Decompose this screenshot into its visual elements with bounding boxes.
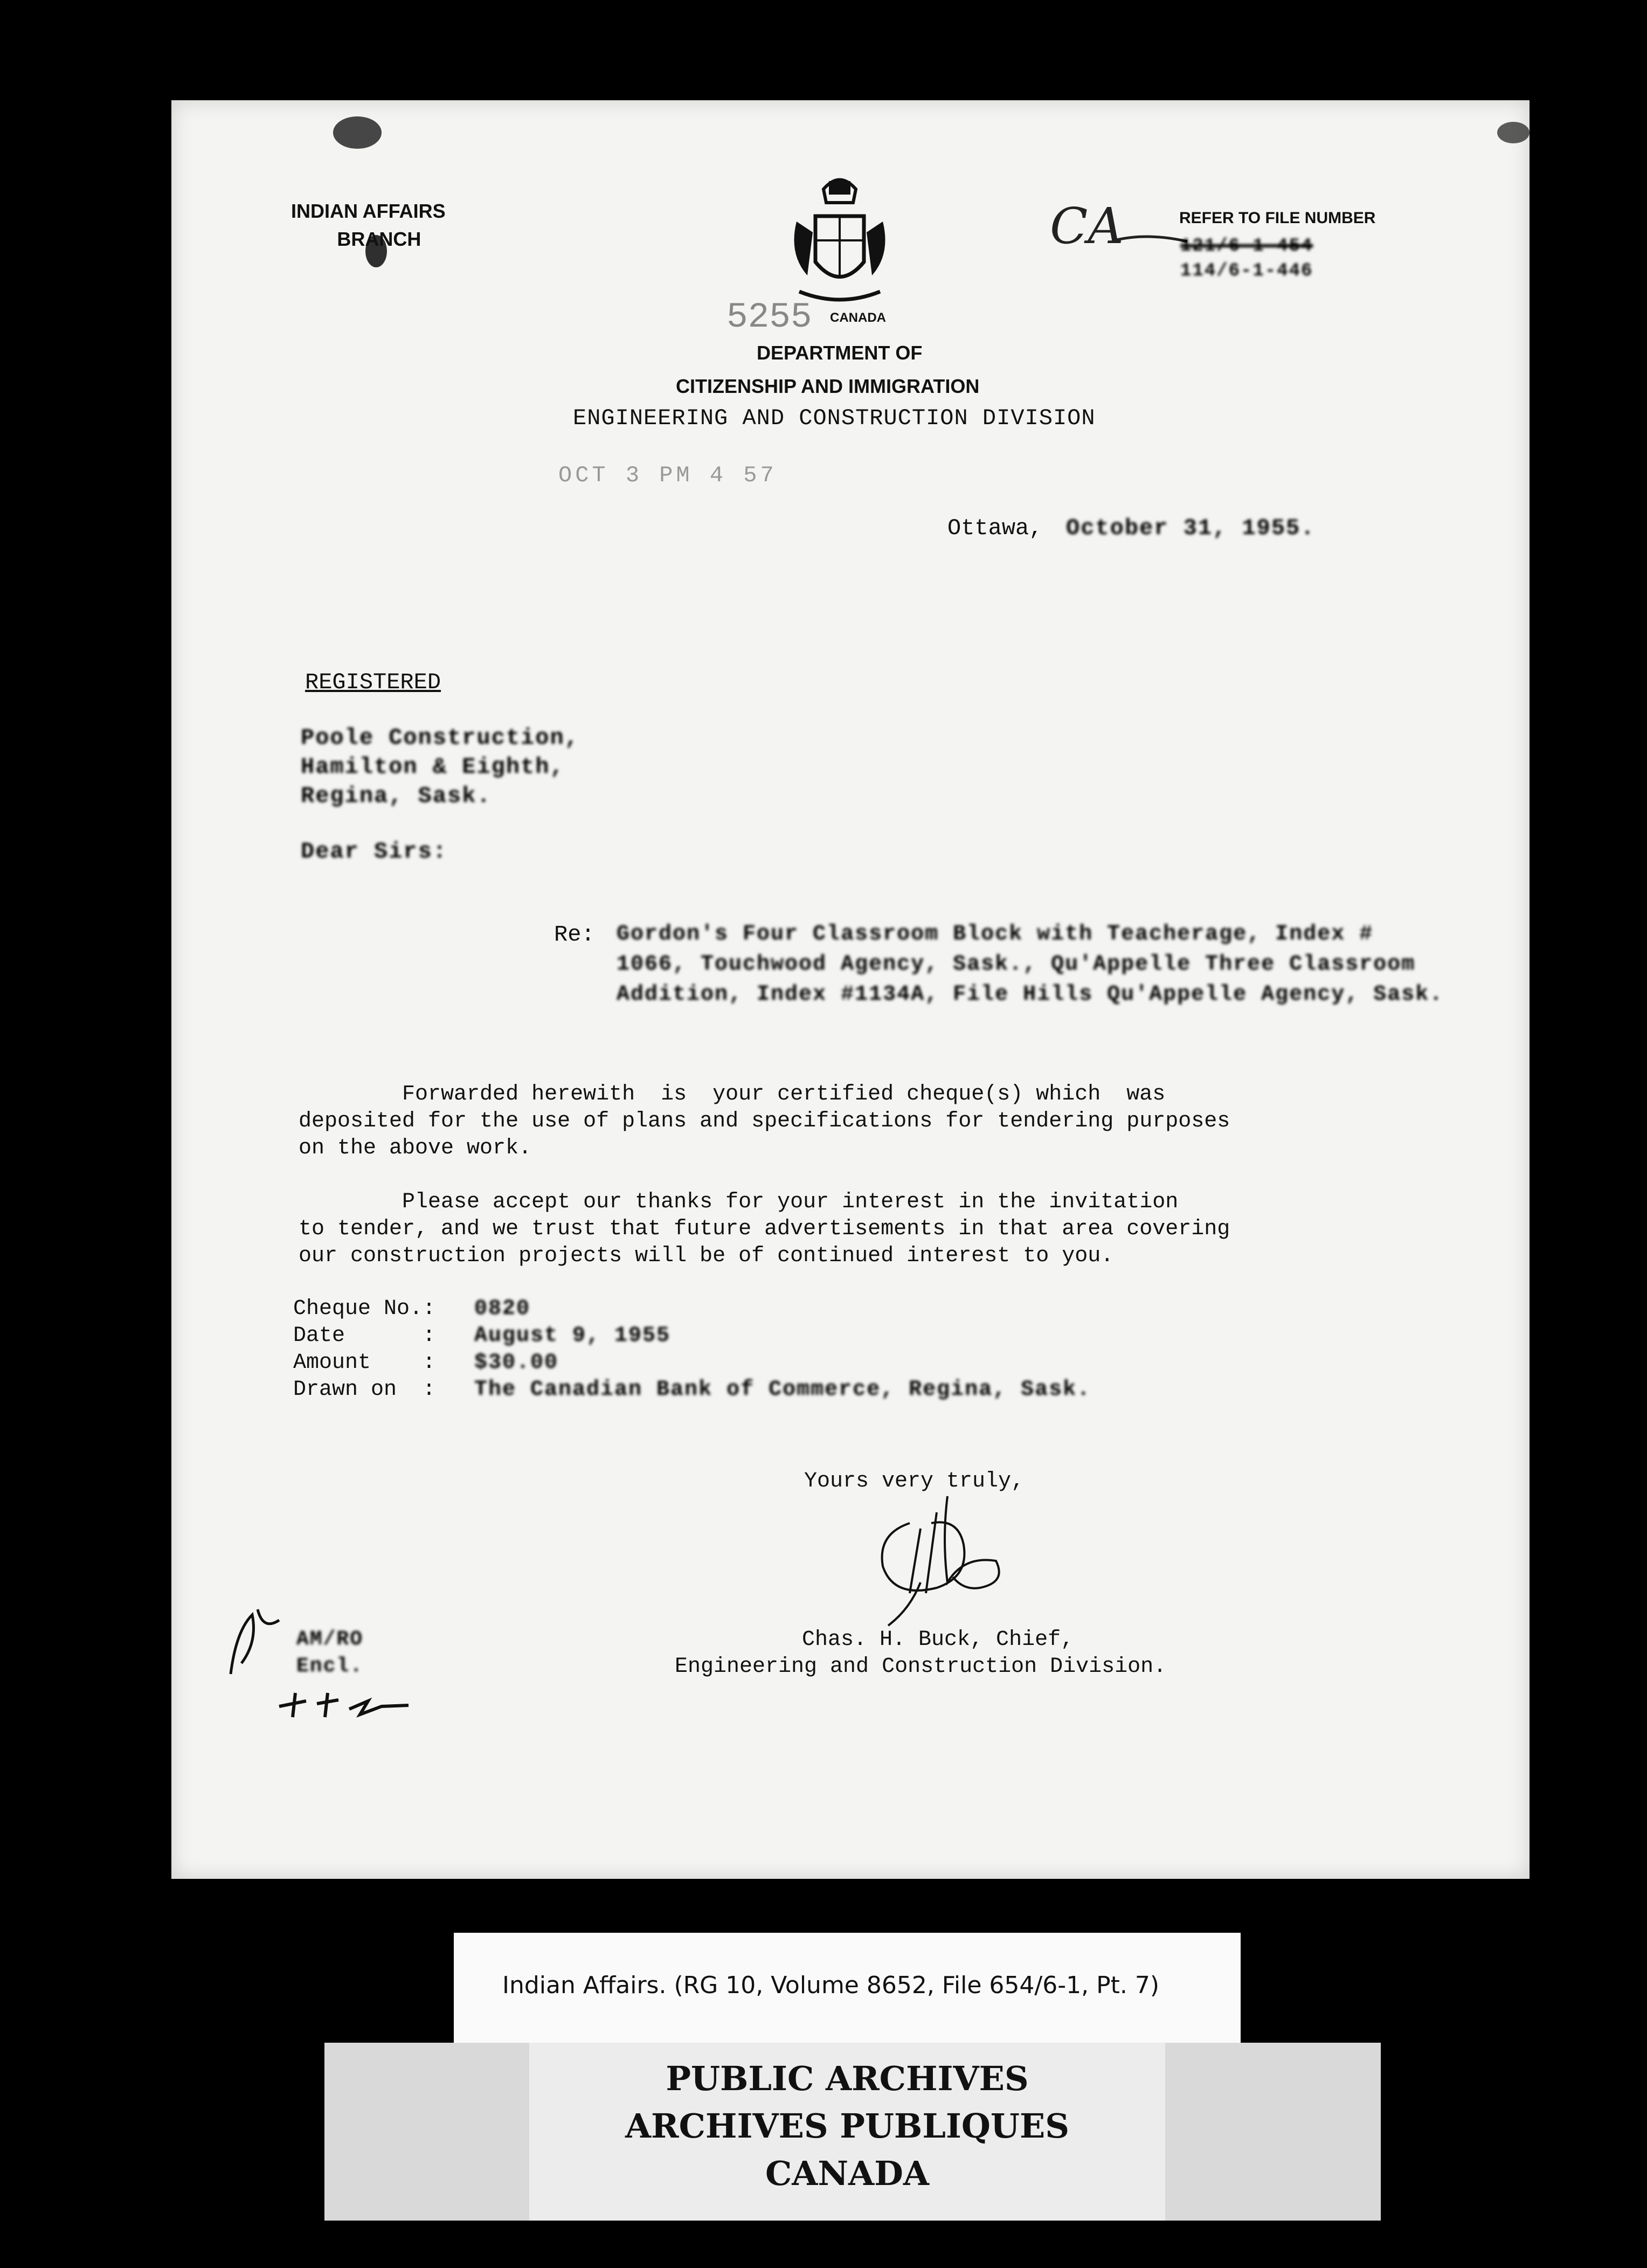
re-line: Addition, Index #1134A, File Hills Qu'Appelle Agency, Sask. xyxy=(617,983,1444,1007)
torn-corner-stain xyxy=(333,116,382,149)
signer-division: Engineering and Construction Division. xyxy=(675,1655,1167,1679)
archive-stamp-strip xyxy=(324,2043,1381,2221)
re-line: Gordon's Four Classroom Block with Teacherage, Index # xyxy=(617,922,1374,946)
archive-line1: PUBLIC ARCHIVES xyxy=(666,2059,1029,2098)
archive-reference-label xyxy=(454,1933,1241,2046)
branch-line1: INDIAN AFFAIRS xyxy=(291,200,446,222)
paragraph-thanks xyxy=(299,1189,1230,1270)
typist-initials: AM/RO xyxy=(296,1628,364,1651)
annotation-arrow xyxy=(1115,230,1190,251)
archive-line2: ARCHIVES PUBLIQUES xyxy=(625,2106,1070,2146)
branch-line2: BRANCH xyxy=(337,228,421,250)
body-line: on the above work. xyxy=(299,1136,532,1160)
recipient-address xyxy=(301,723,579,811)
body-line: to tender, and we trust that future advertisements in that area covering xyxy=(299,1217,1230,1241)
cheque-value: August 9, 1955 xyxy=(474,1324,671,1348)
handwritten-signature xyxy=(872,1491,1034,1631)
department-line2: CITIZENSHIP AND IMMIGRATION xyxy=(676,375,980,397)
body-line: our construction projects will be of continued interest to you. xyxy=(299,1244,1114,1268)
cheque-label: Amount : xyxy=(293,1351,436,1375)
body-line: deposited for the use of plans and specifications for tendering purposes xyxy=(299,1109,1230,1133)
enclosure: Encl. xyxy=(296,1655,364,1678)
archive-line3: CANADA xyxy=(765,2154,930,2193)
refer-to-file-label: REFER TO FILE NUMBER xyxy=(1179,209,1376,227)
corner-stain xyxy=(1497,122,1530,143)
crest-country: CANADA xyxy=(830,310,886,325)
place-label: Ottawa, xyxy=(947,515,1043,541)
division-heading: ENGINEERING AND CONSTRUCTION DIVISION xyxy=(573,405,1096,431)
handwritten-initial-mark xyxy=(220,1599,301,1685)
handwritten-initials-scribble xyxy=(274,1685,425,1728)
archive-reference: Indian Affairs. (RG 10, Volume 8652, File 654/6-1, Pt. 7) xyxy=(502,1972,1159,1999)
body-line: Please accept our thanks for your interest in the invitation xyxy=(299,1190,1179,1214)
cheque-label: Cheque No.: xyxy=(293,1297,436,1321)
cheque-label: Drawn on : xyxy=(293,1378,436,1402)
stamp-number: 5255 xyxy=(726,297,812,337)
cheque-details-labels xyxy=(293,1296,435,1403)
department-line1: DEPARTMENT OF xyxy=(757,342,923,364)
received-stamp: OCT 3 PM 4 57 xyxy=(558,462,777,488)
cheque-value: The Canadian Bank of Commerce, Regina, Sask. xyxy=(474,1378,1091,1402)
file-number-2: 114/6-1-446 xyxy=(1180,261,1313,281)
address-line: Poole Construction, xyxy=(301,725,579,751)
letter-date: October 31, 1955. xyxy=(1066,515,1316,541)
cheque-value: $30.00 xyxy=(474,1351,559,1375)
cheque-details-values xyxy=(474,1296,1091,1403)
letter-sheet xyxy=(171,100,1530,1879)
address-line: Hamilton & Eighth, xyxy=(301,754,565,780)
salutation: Dear Sirs: xyxy=(301,839,448,865)
paragraph-forwarded xyxy=(299,1081,1230,1162)
signer-name: Chas. H. Buck, Chief, xyxy=(802,1628,1074,1652)
archive-stamp xyxy=(529,2043,1165,2221)
re-subject xyxy=(617,919,1443,1010)
re-line: 1066, Touchwood Agency, Sask., Qu'Appelle Three Classroom xyxy=(617,952,1416,977)
file-number-1: 121/6-1-454 xyxy=(1180,236,1313,257)
registered-label: REGISTERED xyxy=(305,669,441,695)
cheque-label: Date : xyxy=(293,1324,436,1348)
body-line: Forwarded herewith is your certified cheque(s) which was xyxy=(299,1082,1166,1107)
address-line: Regina, Sask. xyxy=(301,783,492,809)
cheque-value: 0820 xyxy=(474,1297,531,1321)
file-handwritten-annotation: CA xyxy=(1050,197,1124,255)
re-label: Re: xyxy=(554,922,595,948)
closing: Yours very truly, xyxy=(804,1469,1025,1493)
